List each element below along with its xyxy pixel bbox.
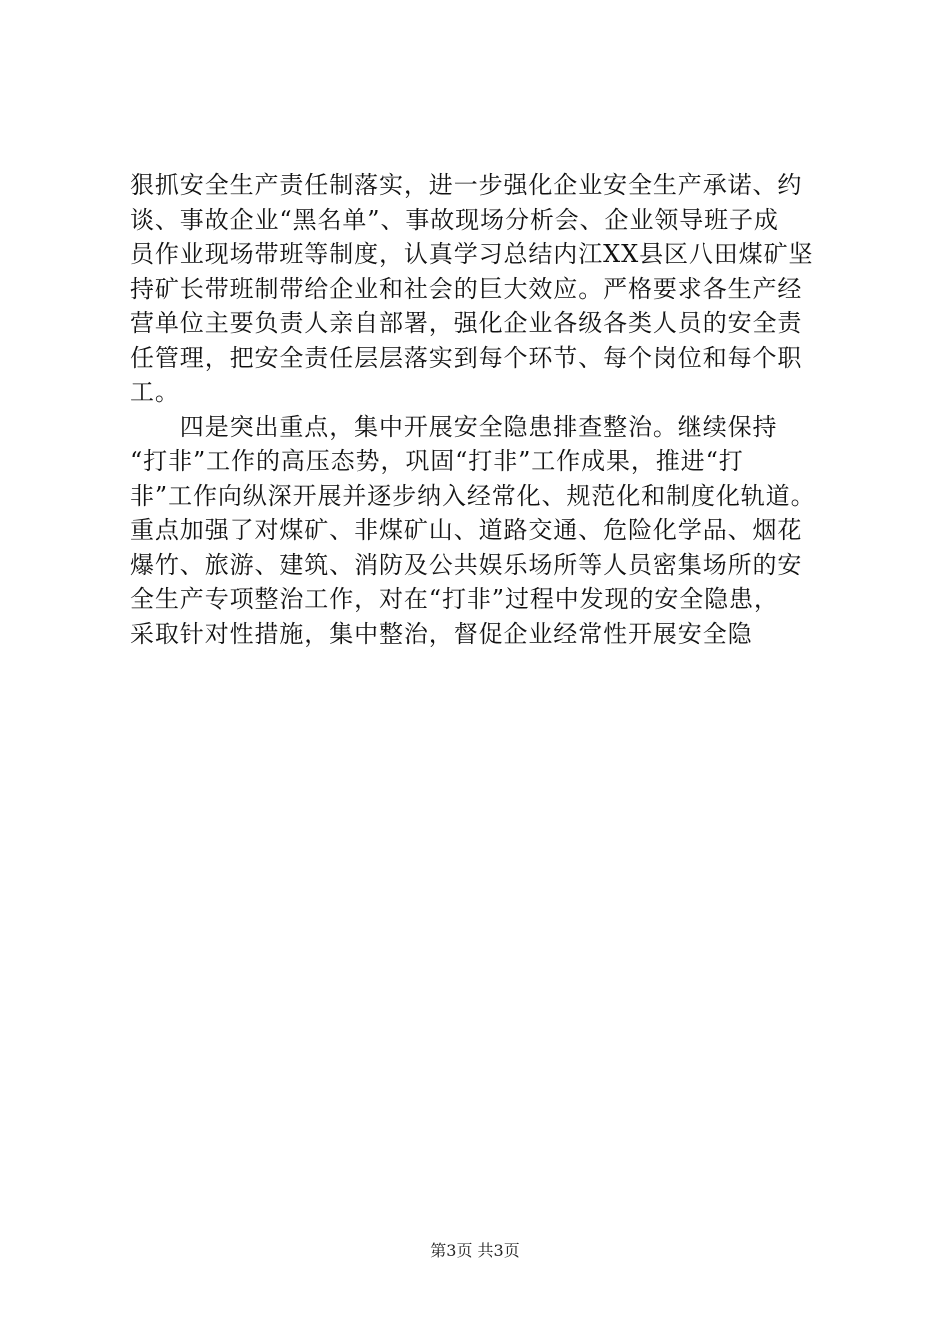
text-line: 重点加强了对煤矿、非煤矿山、道路交通、危险化学品、烟花: [130, 516, 803, 544]
text-line: 非”工作向纵深开展并逐步纳入经常化、规范化和制度化轨道。: [130, 481, 816, 510]
text-line: 工。: [130, 378, 180, 406]
text-line: 持矿长带班制带给企业和社会的巨大效应。严格要求各生产经: [130, 274, 803, 303]
text-line: 爆竹、旅游、建筑、消防及公共娱乐场所等人员密集场所的安: [130, 550, 803, 579]
text-line: 采取针对性措施，集中整治，督促企业经常性开展安全隐: [130, 619, 753, 648]
text-line: 任管理，把安全责任层层落实到每个环节、每个岗位和每个职: [130, 343, 803, 372]
page-number: 第3页 共3页: [430, 1241, 520, 1260]
text-line: 四是突出重点，集中开展安全隐患排查整治。继续保持: [130, 412, 778, 441]
text-line: 营单位主要负责人亲自部署，强化企业各级各类人员的安全责: [130, 309, 803, 337]
text-line: “打非”工作的高压态势，巩固“打非”工作成果，推进“打: [130, 447, 744, 475]
page-footer: [0, 1240, 950, 1262]
text-line: 谈、事故企业“黑名单”、事故现场分析会、企业领导班子成: [130, 205, 779, 234]
text-line: 全生产专项整治工作，对在“打非”过程中发现的安全隐患，: [130, 585, 779, 613]
body-text: [130, 168, 830, 651]
text-line: 狠抓安全生产责任制落实，进一步强化企业安全生产承诺、约: [130, 171, 803, 199]
text-line: 员作业现场带班等制度，认真学习总结内江XX县区八田煤矿坚: [130, 240, 814, 268]
